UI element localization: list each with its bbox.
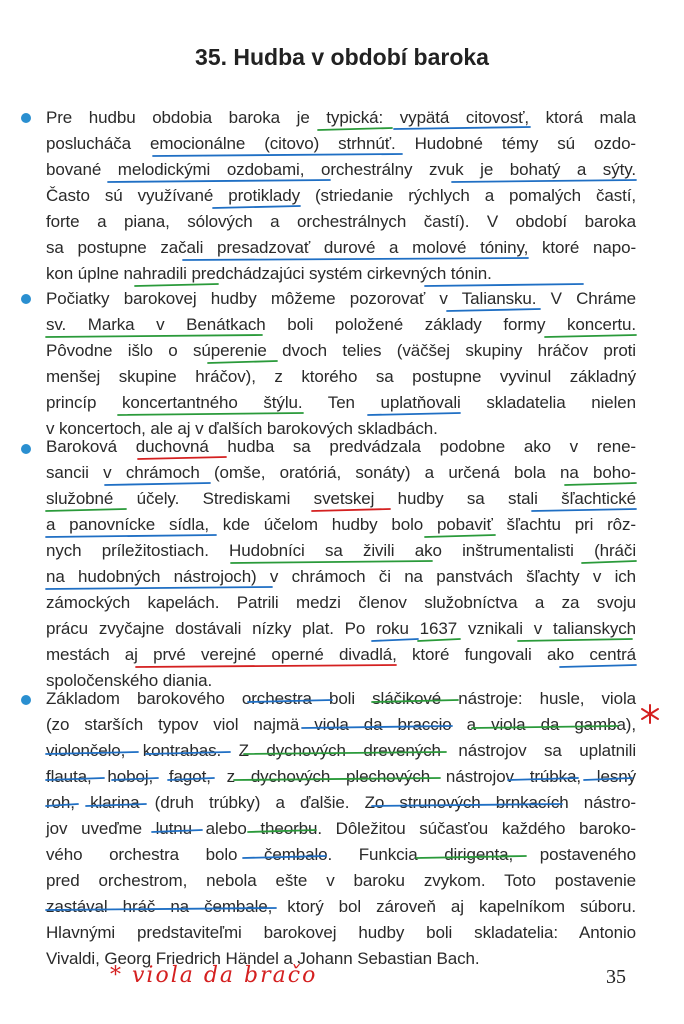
bullet-icon [21, 113, 31, 123]
text-line: v koncertoch, ale aj v ďalších barokových skladbách. [46, 419, 438, 438]
text-line: menšej skupine hráčov), z ktorého sa postupne vyvinul základný [46, 367, 636, 386]
text-line: Pre hudbu obdobia baroka je typická: vypätá citovosť, ktorá mala [46, 108, 636, 127]
page-title: 35. Hudba v období baroka [195, 44, 489, 70]
text-line: Počiatky barokovej hudby môžeme pozorovať v Taliansku. V Chráme [46, 289, 636, 308]
text-line: roh, klarina (druh trúbky) a ďalšie. Zo strunových brnkacích nástro- [46, 793, 636, 812]
text-line: sancii v chrámoch (omše, oratóriá, sonáty) a určená bola na boho- [46, 463, 636, 482]
text-line: mestách aj prvé verejné operné divadlá, ktoré fungovali ako centrá [46, 645, 636, 664]
text-line: na hudobných nástrojoch) v chrámoch či na panstvách šľachty v ich [46, 567, 636, 586]
text-line: zastával hráč na čembale, ktorý bol zároveň aj kapelníkom súboru. [46, 897, 636, 916]
text-line: violončelo, kontrabas. Z dychových drevených nástrojov sa uplatnili [46, 741, 636, 760]
text-line: princíp koncertantného štýlu. Ten uplatňovali skladatelia nielen [46, 393, 636, 412]
asterisk-icon [639, 703, 661, 725]
text-line: poslucháča emocionálne (citovo) strhnúť. Hudobné témy sú ozdo- [46, 134, 636, 153]
text-line: zámockých kapelách. Patrili medzi členov služobníctva a za svoju [46, 593, 636, 612]
text-line: Hlavnými predstaviteľmi barokovej hudby boli skladatelia: Antonio [46, 923, 636, 942]
text-line: vého orchestra bolo čembalo. Funkcia dirigenta, postaveného [46, 845, 636, 864]
text-line: služobné účely. Strediskami svetskej hudby sa stali šľachtické [46, 489, 636, 508]
text-line: nych príležitostiach. Hudobníci sa živili ako inštrumentalisti (hráči [46, 541, 636, 560]
text-line: sa postupne začali presadzovať durové a molové tóniny, ktoré napo- [46, 238, 636, 257]
text-line: kon úplne nahradili predchádzajúci systém cirkevných tónin. [46, 264, 492, 283]
text-line: prácu zvyčajne dostávali nízky plat. Po roku 1637 vznikali v talianskych [46, 619, 636, 638]
text-line: a panovnícke sídla, kde účelom hudby bolo pobaviť šľachtu pri rôz- [46, 515, 636, 534]
bullet-icon [21, 695, 31, 705]
bullet-icon [21, 294, 31, 304]
text-line: forte a piana, sólových a orchestrálnych častí). V období baroka [46, 212, 636, 231]
text-line: Vivaldi, Georg Friedrich Händel a Johann Sebastian Bach. [46, 949, 480, 968]
text-line: (zo starších typov viol najmä viola da braccio a viola da gamba), [46, 715, 636, 734]
asterisk-mark [639, 703, 661, 730]
text-line: jov uveďme lutnu alebo theorbu. Dôležitou súčasťou každého baroko- [46, 819, 636, 838]
text-line: Často sú využívané protiklady (striedanie rýchlych a pomalých častí, [46, 186, 636, 205]
text-line: flauta, hoboj, fagot, z dychových plechových nástrojov trúbka, lesný [46, 767, 636, 786]
text-line: pred orchestrom, nebola ešte v baroku zvykom. Toto postavenie [46, 871, 636, 890]
text-line: bované melodickými ozdobami, orchestrálny zvuk je bohatý a sýty. [46, 160, 636, 179]
handwritten-note: * viola da bračo [110, 963, 318, 988]
text-line: spoločenského diania. [46, 671, 213, 690]
text-line: Pôvodne išlo o súperenie dvoch telies (väčšej skupiny hráčov proti [46, 341, 636, 360]
page-number: 35 [606, 966, 626, 988]
text-line: Baroková duchovná hudba sa predvádzala podobne ako v rene- [46, 437, 636, 456]
bullet-icon [21, 444, 31, 454]
text-line: sv. Marka v Benátkach boli položené základy formy koncertu. [46, 315, 636, 334]
text-line: Základom barokového orchestra boli sláčikové nástroje: husle, viola [46, 689, 636, 708]
